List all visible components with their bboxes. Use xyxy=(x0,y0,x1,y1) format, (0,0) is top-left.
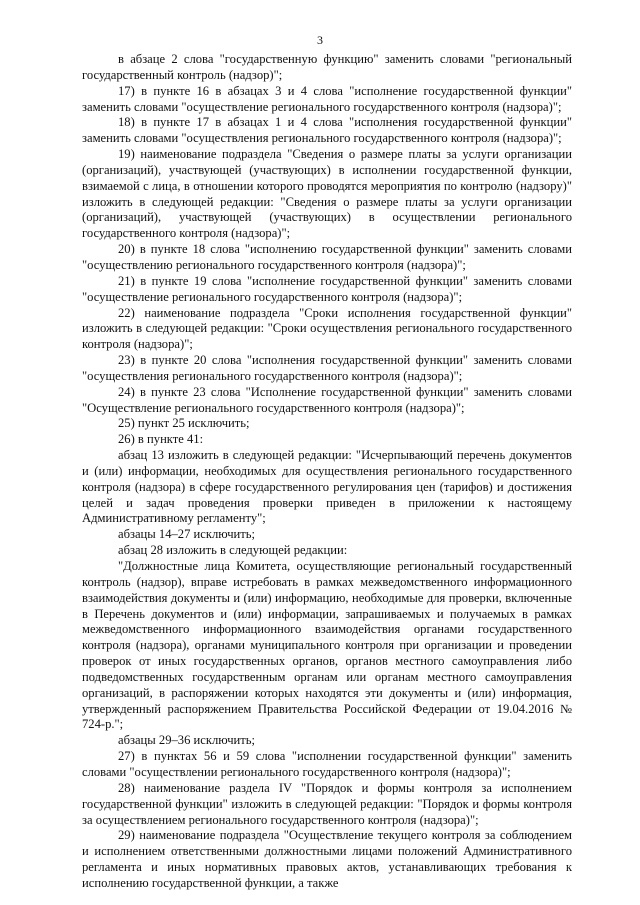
amendment-paragraph: 21) в пункте 19 слова "исполнение государственной функции" заменить словами "осуществление регионального государственного контроля (надзора)"; xyxy=(82,273,572,304)
amendment-paragraph: абзацы 14–27 исключить; xyxy=(118,527,256,542)
amendment-paragraph: 17) в пункте 16 в абзацах 3 и 4 слова "исполнение государственной функции" заменить словами "осуществление регионального государственного контроля (надзора)"; xyxy=(82,83,572,114)
amendment-paragraph: 20) в пункте 18 слова "исполнению государственной функции" заменить словами "осуществлению регионального государственного контроля (надзора)"; xyxy=(82,242,572,272)
amendment-paragraph: 28) наименование раздела IV "Порядок и формы контроля за исполнением государственной функции" изложить в следующей редакции: "Порядок и формы контроля за осуществлением регионального государственного контроля (надзора)"; xyxy=(82,780,572,827)
amendment-paragraph: 24) в пункте 23 слова "Исполнение государственной функции" заменить словами "Осуществление регионального государственного контроля (надзора)"; xyxy=(82,384,572,415)
page-number: 3 xyxy=(317,33,323,47)
amendment-paragraph: в абзаце 2 слова "государственную функцию" заменить словами "региональный государственный контроль (надзор)"; xyxy=(82,52,572,82)
amendment-paragraph: 19) наименование подраздела "Сведения о размере платы за услуги организации (организаций), участвующей (участвующих) в исполнении государственной функции, взимаемой с лица, в отношении которого проводятся мероприятия по контролю (надзору)" изложить в следующей редакции: "Сведения о размере платы за услуги организации (организаций), участвующей (участвующих) в осуществлении регионального государственного контроля (надзора)"; xyxy=(82,147,572,241)
amendment-paragraph: абзац 28 изложить в следующей редакции: xyxy=(118,543,348,558)
amendment-paragraph: 29) наименование подраздела "Осуществление текущего контроля за соблюдением и исполнением ответственными должностными лицами положений Административного регламента и иных нормативных правовых актов, устанавливающих требования к исполнению государственной функции, а также xyxy=(82,828,572,890)
amendment-paragraph: абзац 13 изложить в следующей редакции: "Исчерпывающий перечень документов и (или) информации, необходимых для осуществления регионального государственного контроля (надзора) в сфере государственного регулирования цен (тарифов) и достижения целей и задач проведения проверки приведен в приложении к настоящему Административному регламенту"; xyxy=(82,448,572,526)
amendment-paragraph: абзацы 29–36 исключить; xyxy=(118,733,256,748)
amendment-paragraph: 22) наименование подраздела "Сроки исполнения государственной функции" изложить в следующей редакции: "Сроки осуществления регионального государственного контроля (надзора)"; xyxy=(82,305,572,352)
document-body xyxy=(82,52,572,892)
amendment-paragraph: 25) пункт 25 исключить; xyxy=(118,416,250,431)
amendment-paragraph: 18) в пункте 17 в абзацах 1 и 4 слова "исполнения государственной функции" заменить словами "осуществления регионального государственного контроля (надзора)"; xyxy=(82,115,572,146)
amendment-paragraph: 26) в пункте 41: xyxy=(118,432,204,447)
amendment-paragraph: 27) в пунктах 56 и 59 слова "исполнении государственной функции" заменить словами "осуществлении регионального государственного контроля (надзора)"; xyxy=(82,749,572,779)
amendment-paragraph: 23) в пункте 20 слова "исполнения государственной функции" заменить словами "осуществления регионального государственного контроля (надзора)"; xyxy=(82,353,572,383)
amendment-paragraph: "Должностные лица Комитета, осуществляющие региональный государственный контроль (надзор), вправе истребовать в рамках межведомственного информационного взаимодействия документы и (или) информацию, необходимые для проверки, включенные в Перечень документов и (или) информации, запрашиваемых и получаемых в рамках межведомственного информационного взаимодействия органами государственного контроля (надзора), органами муниципального контроля при организации и проведении проверок от иных государственных органов, органов местного самоуправления либо подведомственных государственным органам или органам местного самоуправления организаций, в распоряжении которых находятся эти документы и (или) информация, утвержденный распоряжением Правительства Российской Федерации от 19.04.2016 № 724-р."; xyxy=(82,559,572,732)
